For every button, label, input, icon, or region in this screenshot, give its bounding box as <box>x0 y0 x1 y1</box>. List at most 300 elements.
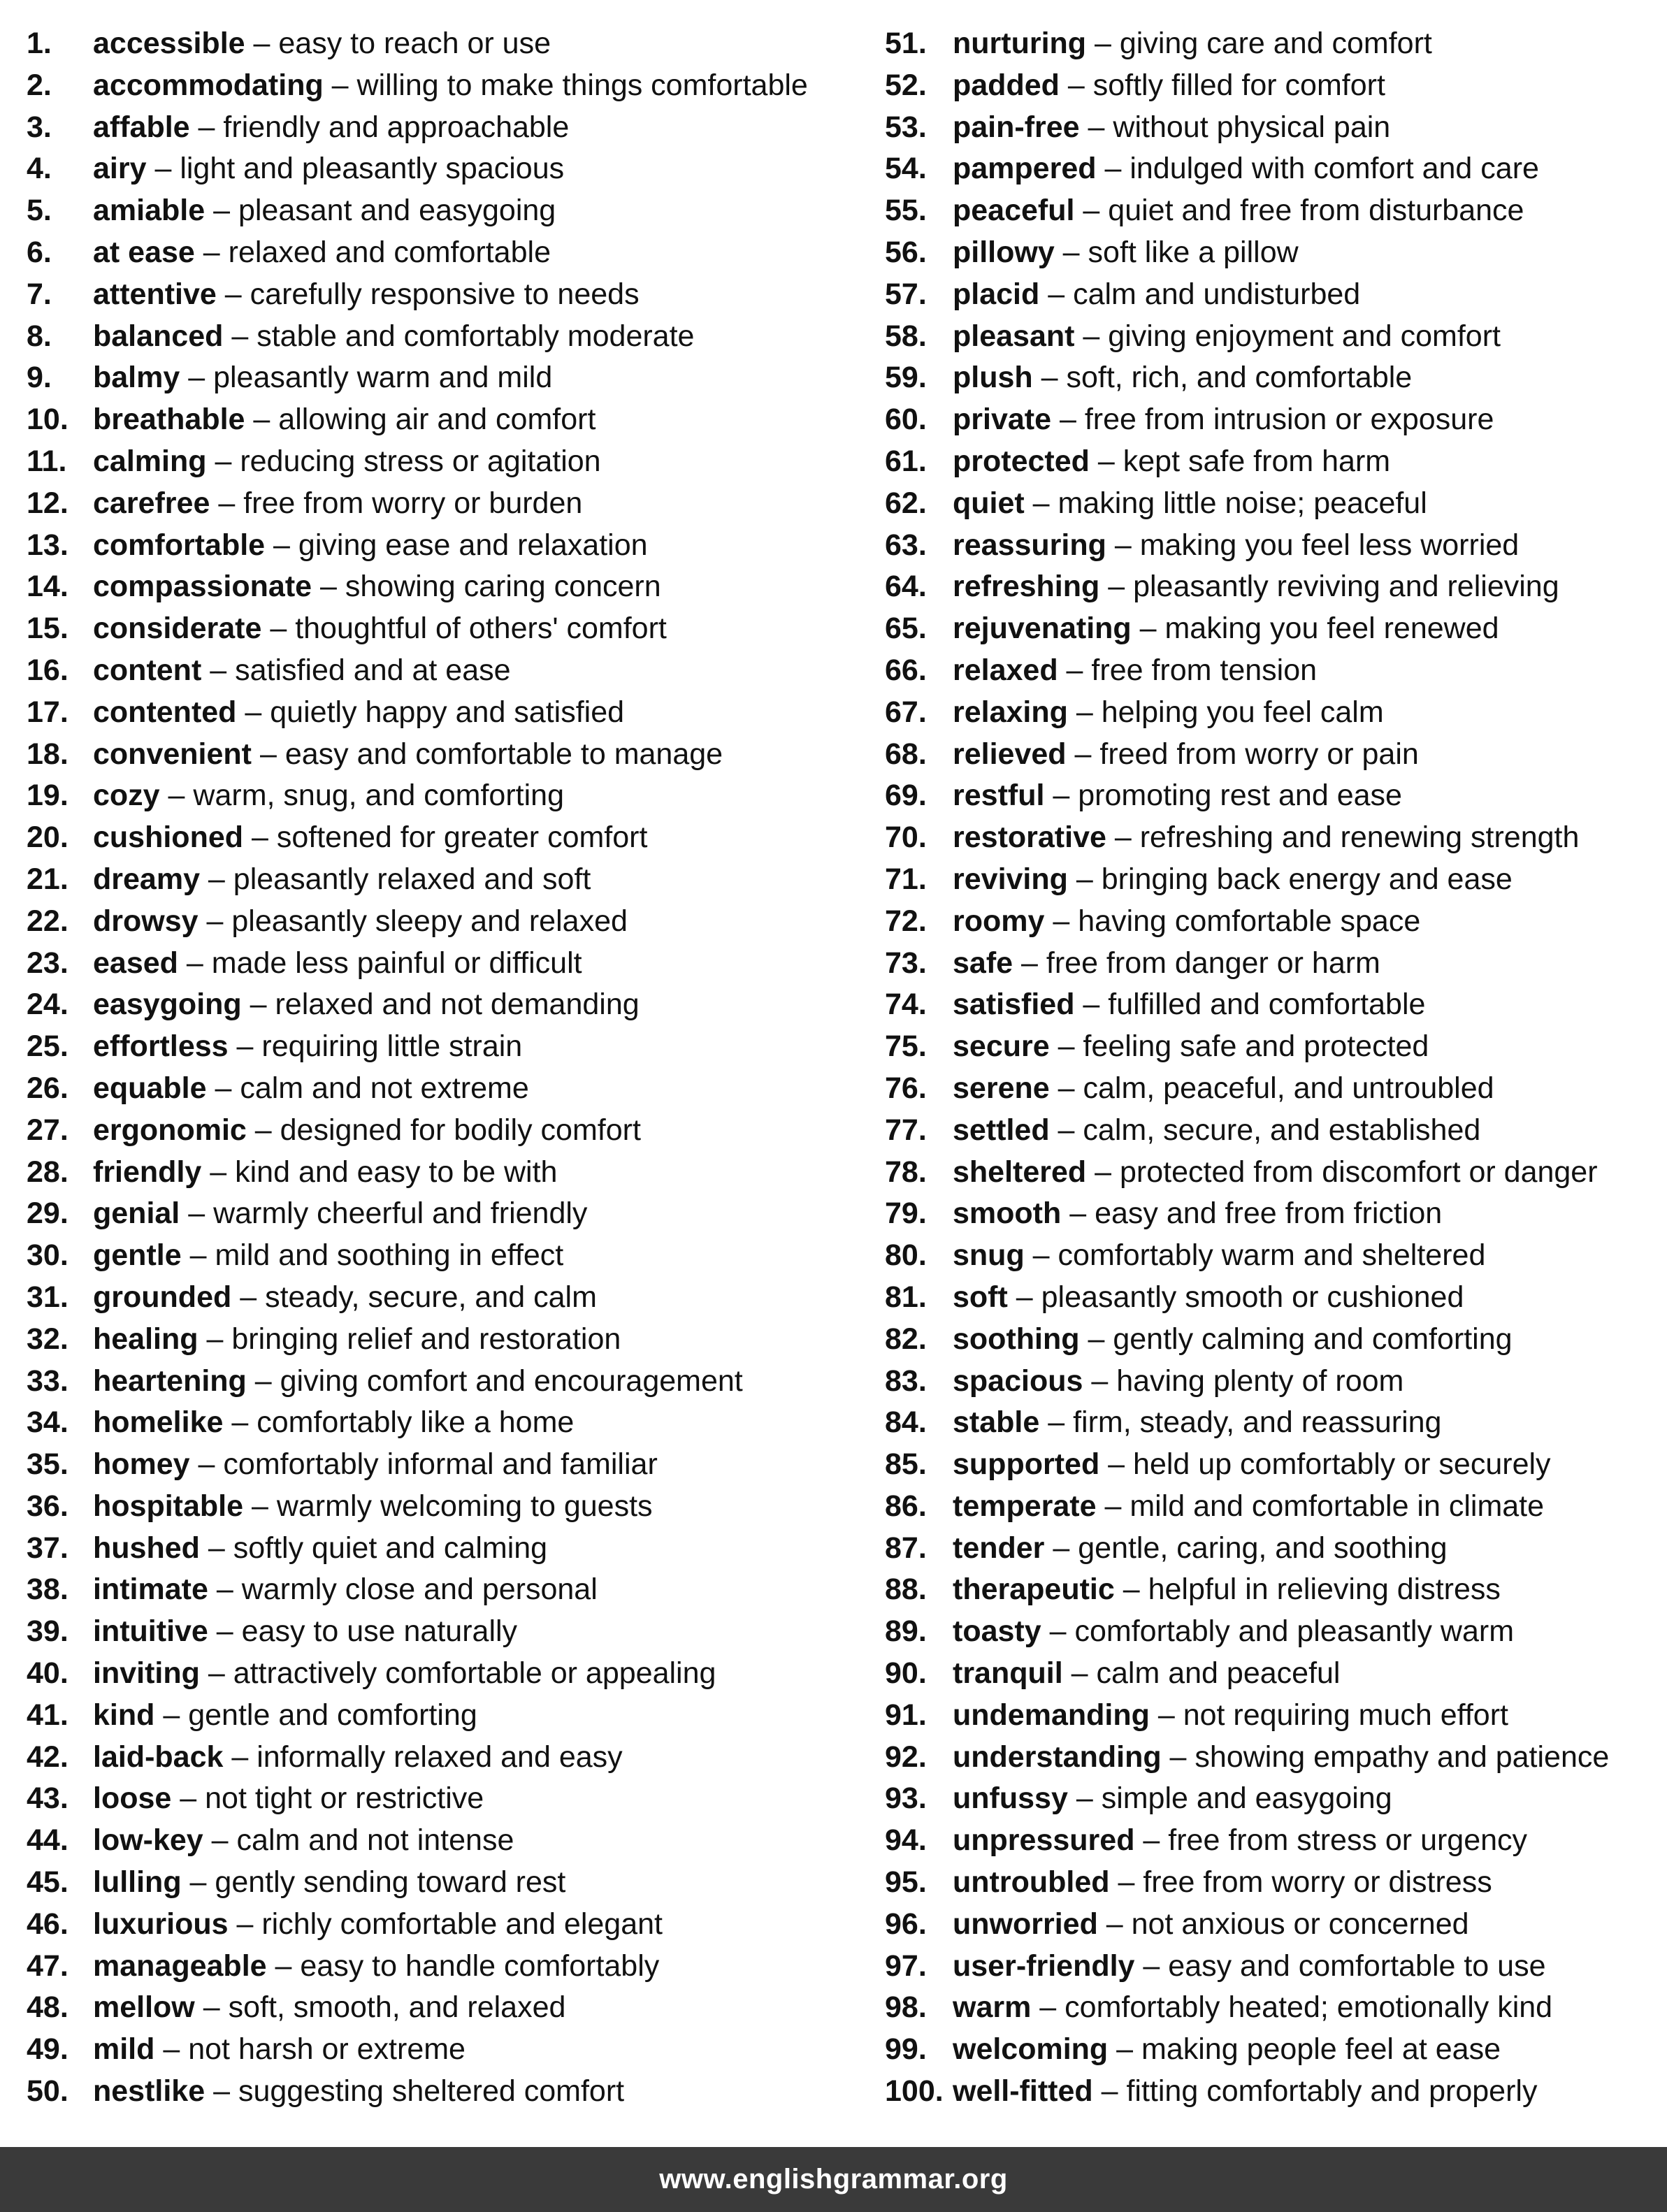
list-item <box>27 232 844 274</box>
item-definition: relaxed and comfortable <box>228 235 551 269</box>
item-separator: – <box>261 612 296 646</box>
list-item <box>27 1068 844 1110</box>
item-text <box>953 399 1494 441</box>
item-separator: – <box>1066 737 1100 771</box>
item-separator: – <box>1109 1865 1143 1900</box>
item-text <box>93 734 723 776</box>
item-number: 72. <box>885 904 927 938</box>
item-text <box>93 1193 587 1235</box>
item-term: lulling <box>93 1865 182 1900</box>
list-item <box>27 1486 844 1528</box>
item-number: 85. <box>885 1447 927 1482</box>
item-term: unfussy <box>953 1781 1068 1816</box>
item-term: mellow <box>93 1990 195 2025</box>
item-separator: – <box>205 2074 238 2109</box>
item-text <box>93 232 551 274</box>
list-item <box>885 1319 1654 1361</box>
item-text <box>953 1778 1392 1820</box>
item-separator: – <box>1079 110 1113 144</box>
item-number: 65. <box>885 612 927 646</box>
item-separator: – <box>1061 1197 1095 1231</box>
item-text <box>953 316 1501 358</box>
item-number: 2. <box>27 68 52 102</box>
item-number: 21. <box>27 862 68 896</box>
item-text <box>953 1904 1469 1946</box>
item-text <box>93 817 647 859</box>
item-term: easygoing <box>93 988 242 1022</box>
word-list-left-column <box>27 23 844 2113</box>
item-text <box>953 943 1380 985</box>
footer-website-link[interactable]: www.englishgrammar.org <box>659 2164 1008 2195</box>
item-text <box>93 566 661 608</box>
item-term: breathable <box>93 403 245 437</box>
item-separator: – <box>199 862 233 896</box>
item-separator: – <box>1096 152 1130 186</box>
item-text <box>93 984 640 1026</box>
item-number: 14. <box>27 570 68 604</box>
item-separator: – <box>198 904 232 938</box>
list-item <box>27 1193 844 1235</box>
item-definition: pleasantly warm and mild <box>213 361 553 395</box>
item-definition: free from tension <box>1091 653 1318 687</box>
item-text <box>953 859 1513 901</box>
item-text <box>953 1486 1544 1528</box>
list-item <box>27 1026 844 1068</box>
item-separator: – <box>180 1197 214 1231</box>
item-text <box>953 2071 1537 2113</box>
list-item <box>27 984 844 1026</box>
item-term: eased <box>93 946 178 980</box>
item-number: 17. <box>27 695 68 729</box>
item-separator: – <box>1062 1656 1097 1691</box>
list-item <box>27 1778 844 1820</box>
item-definition: calm and not intense <box>236 1823 514 1858</box>
item-separator: – <box>1049 1071 1083 1105</box>
list-item <box>885 23 1654 65</box>
item-number: 13. <box>27 528 68 562</box>
item-separator: – <box>201 653 236 687</box>
list-item <box>27 734 844 776</box>
item-number: 48. <box>27 1990 68 2025</box>
item-term: low-key <box>93 1823 203 1858</box>
item-text <box>93 441 601 483</box>
item-separator: – <box>1074 194 1109 228</box>
item-text <box>93 1820 514 1862</box>
item-definition: calm, peaceful, and untroubled <box>1083 1071 1494 1105</box>
list-item <box>885 441 1654 483</box>
item-definition: helpful in relieving distress <box>1148 1573 1501 1607</box>
list-item <box>27 1611 844 1653</box>
item-term: toasty <box>953 1614 1041 1649</box>
item-number: 71. <box>885 862 927 896</box>
item-separator: – <box>236 695 270 729</box>
item-separator: – <box>1054 235 1088 269</box>
item-number: 100. <box>885 2074 944 2109</box>
list-item <box>885 274 1654 316</box>
item-definition: not tight or restrictive <box>205 1781 484 1816</box>
item-separator: – <box>1079 1322 1113 1356</box>
item-term: carefree <box>93 486 210 520</box>
item-term: rejuvenating <box>953 612 1132 646</box>
item-definition: bringing back energy and ease <box>1101 862 1513 896</box>
item-term: friendly <box>93 1155 202 1189</box>
item-term: user-friendly <box>953 1949 1135 1983</box>
item-separator: – <box>1041 1614 1075 1649</box>
list-item <box>885 1110 1654 1152</box>
item-text <box>93 943 582 985</box>
item-definition: gently calming and comforting <box>1113 1322 1513 1356</box>
item-text <box>93 1528 547 1570</box>
list-item <box>27 1904 844 1946</box>
item-term: stable <box>953 1405 1040 1440</box>
item-definition: pleasant and easygoing <box>238 194 556 228</box>
item-text <box>93 1068 529 1110</box>
item-term: therapeutic <box>953 1573 1115 1607</box>
item-term: pleasant <box>953 319 1075 353</box>
list-item <box>27 1402 844 1444</box>
item-text <box>953 734 1419 776</box>
item-term: comfortable <box>93 528 266 562</box>
item-definition: helping you feel calm <box>1101 695 1384 729</box>
item-definition: kind and easy to be with <box>235 1155 558 1189</box>
item-separator: – <box>1092 2074 1127 2109</box>
item-term: peaceful <box>953 194 1075 228</box>
item-definition: stable and comfortably moderate <box>257 319 695 353</box>
item-separator: – <box>189 1447 224 1482</box>
item-term: accommodating <box>93 68 324 102</box>
item-number: 73. <box>885 946 927 980</box>
item-separator: – <box>246 1113 280 1147</box>
item-definition: made less painful or difficult <box>211 946 582 980</box>
list-item <box>885 1569 1654 1611</box>
item-term: quiet <box>953 486 1025 520</box>
item-term: considerate <box>93 612 262 646</box>
item-text <box>93 65 808 107</box>
item-separator: – <box>180 361 214 395</box>
item-number: 46. <box>27 1907 68 1941</box>
item-separator: – <box>189 110 224 144</box>
item-number: 93. <box>885 1781 927 1816</box>
item-separator: – <box>1044 904 1078 938</box>
list-item <box>885 65 1654 107</box>
item-definition: willing to make things comfortable <box>356 68 808 102</box>
item-separator: – <box>1108 2032 1142 2067</box>
item-term: placid <box>953 277 1040 311</box>
item-separator: – <box>1039 1405 1074 1440</box>
item-number: 33. <box>27 1364 68 1398</box>
item-text <box>953 441 1390 483</box>
item-term: safe <box>953 946 1013 980</box>
list-item <box>885 1026 1654 1068</box>
item-text <box>953 483 1427 525</box>
item-separator: – <box>1031 1990 1065 2025</box>
item-separator: – <box>1039 277 1074 311</box>
item-text <box>953 692 1384 734</box>
item-term: hospitable <box>93 1489 244 1523</box>
item-term: soothing <box>953 1322 1080 1356</box>
item-number: 42. <box>27 1740 68 1774</box>
item-term: smooth <box>953 1197 1062 1231</box>
list-item <box>885 1611 1654 1653</box>
item-term: nurturing <box>953 27 1087 60</box>
item-number: 91. <box>885 1698 927 1732</box>
item-term: pampered <box>953 152 1097 186</box>
item-number: 47. <box>27 1949 68 1983</box>
item-term: content <box>93 653 202 687</box>
list-item <box>885 2071 1654 2113</box>
item-separator: – <box>1134 1823 1169 1858</box>
item-term: balanced <box>93 319 224 353</box>
item-term: pillowy <box>953 235 1055 269</box>
item-number: 9. <box>27 361 52 395</box>
item-definition: simple and easygoing <box>1101 1781 1392 1816</box>
item-number: 99. <box>885 2032 927 2067</box>
item-definition: comfortably and pleasantly warm <box>1074 1614 1515 1649</box>
item-text <box>93 1569 598 1611</box>
item-number: 44. <box>27 1823 68 1858</box>
item-number: 32. <box>27 1322 68 1356</box>
item-text <box>953 1402 1441 1444</box>
item-number: 12. <box>27 486 68 520</box>
item-definition: indulged with comfort and care <box>1130 152 1539 186</box>
item-definition: free from stress or urgency <box>1168 1823 1528 1858</box>
item-number: 74. <box>885 988 927 1022</box>
item-number: 61. <box>885 444 927 478</box>
item-number: 15. <box>27 612 68 646</box>
item-separator: – <box>1086 1155 1120 1189</box>
item-definition: steady, secure, and calm <box>265 1280 597 1314</box>
item-separator: – <box>194 1990 229 2025</box>
item-separator: – <box>206 1071 240 1105</box>
item-number: 77. <box>885 1113 927 1147</box>
item-separator: – <box>1049 1029 1083 1064</box>
item-number: 56. <box>885 235 927 269</box>
list-item <box>27 525 844 567</box>
item-term: pain-free <box>953 110 1080 144</box>
item-number: 75. <box>885 1029 927 1064</box>
list-item <box>885 943 1654 985</box>
item-definition: making you feel renewed <box>1164 612 1499 646</box>
item-text <box>93 1778 484 1820</box>
item-number: 82. <box>885 1322 927 1356</box>
list-item <box>27 1695 844 1737</box>
list-item <box>885 984 1654 1026</box>
item-number: 84. <box>885 1405 927 1440</box>
item-text <box>93 274 640 316</box>
item-term: loose <box>93 1781 172 1816</box>
list-item <box>27 692 844 734</box>
list-item <box>27 357 844 399</box>
item-separator: – <box>1067 862 1102 896</box>
item-text <box>953 650 1317 692</box>
item-definition: promoting rest and ease <box>1078 779 1402 813</box>
item-term: unworried <box>953 1907 1098 1941</box>
item-number: 54. <box>885 152 927 186</box>
list-item <box>27 901 844 943</box>
item-text <box>93 357 552 399</box>
item-text <box>953 65 1385 107</box>
list-item <box>885 566 1654 608</box>
item-separator: – <box>1074 988 1109 1022</box>
item-text <box>953 1152 1598 1194</box>
item-number: 20. <box>27 821 68 855</box>
item-definition: reducing stress or agitation <box>240 444 601 478</box>
item-number: 25. <box>27 1029 68 1064</box>
list-item <box>885 817 1654 859</box>
item-term: protected <box>953 444 1090 478</box>
list-item <box>27 1277 844 1319</box>
list-item <box>885 316 1654 358</box>
item-term: relaxed <box>953 653 1058 687</box>
item-definition: kept safe from harm <box>1123 444 1391 478</box>
item-number: 49. <box>27 2032 68 2067</box>
item-separator: – <box>1067 1781 1102 1816</box>
list-item <box>27 23 844 65</box>
list-item <box>885 859 1654 901</box>
item-number: 57. <box>885 277 927 311</box>
item-text <box>93 1026 522 1068</box>
item-definition: attractively comfortable or appealing <box>233 1656 716 1691</box>
item-text <box>953 1068 1494 1110</box>
item-definition: free from intrusion or exposure <box>1084 403 1494 437</box>
item-term: relaxing <box>953 695 1068 729</box>
item-definition: giving comfort and encouragement <box>280 1364 743 1398</box>
item-term: padded <box>953 68 1060 102</box>
item-separator: – <box>199 1531 233 1565</box>
item-definition: fulfilled and comfortable <box>1108 988 1426 1022</box>
item-text <box>953 1319 1513 1361</box>
list-item <box>885 483 1654 525</box>
list-item <box>885 1402 1654 1444</box>
item-separator: – <box>312 570 345 604</box>
item-text <box>93 1319 621 1361</box>
list-item <box>885 1653 1654 1695</box>
item-text <box>953 1569 1501 1611</box>
item-separator: – <box>216 277 250 311</box>
item-definition: friendly and approachable <box>223 110 570 144</box>
item-text <box>953 148 1539 190</box>
item-definition: refreshing and renewing strength <box>1139 821 1580 855</box>
item-separator: – <box>1097 1907 1132 1941</box>
item-number: 27. <box>27 1113 68 1147</box>
item-term: roomy <box>953 904 1045 938</box>
item-separator: – <box>252 737 285 771</box>
item-definition: light and pleasantly spacious <box>180 152 565 186</box>
item-text <box>953 1193 1442 1235</box>
item-definition: calm, secure, and established <box>1083 1113 1481 1147</box>
item-definition: held up comfortably or securely <box>1133 1447 1551 1482</box>
item-separator: – <box>1044 779 1078 813</box>
item-separator: – <box>243 1489 277 1523</box>
item-term: understanding <box>953 1740 1162 1774</box>
item-definition: warmly close and personal <box>241 1573 598 1607</box>
item-number: 11. <box>27 444 67 478</box>
item-number: 79. <box>885 1197 927 1231</box>
item-number: 40. <box>27 1656 68 1691</box>
item-separator: – <box>1096 1489 1130 1523</box>
item-number: 41. <box>27 1698 68 1732</box>
item-separator: – <box>154 1698 189 1732</box>
item-separator: – <box>1086 27 1120 60</box>
item-separator: – <box>1106 528 1140 562</box>
item-number: 37. <box>27 1531 68 1565</box>
list-item <box>27 817 844 859</box>
item-number: 83. <box>885 1364 927 1398</box>
item-separator: – <box>181 1865 215 1900</box>
item-number: 66. <box>885 653 927 687</box>
item-number: 68. <box>885 737 927 771</box>
list-item <box>27 1987 844 2029</box>
list-item <box>27 1361 844 1403</box>
item-term: intimate <box>93 1573 208 1607</box>
list-item <box>27 859 844 901</box>
item-term: luxurious <box>93 1907 229 1941</box>
item-text <box>953 232 1299 274</box>
item-term: balmy <box>93 361 180 395</box>
list-item <box>27 608 844 650</box>
item-number: 88. <box>885 1573 927 1607</box>
list-item <box>27 1653 844 1695</box>
list-item <box>885 2029 1654 2071</box>
item-definition: easy to use naturally <box>241 1614 518 1649</box>
list-item <box>885 399 1654 441</box>
item-term: homelike <box>93 1405 224 1440</box>
item-text <box>953 107 1390 149</box>
item-separator: – <box>245 27 279 60</box>
item-text <box>953 1611 1514 1653</box>
list-item <box>885 1152 1654 1194</box>
item-separator: – <box>1007 1280 1041 1314</box>
item-definition: without physical pain <box>1113 110 1391 144</box>
list-item <box>885 1737 1654 1779</box>
item-number: 23. <box>27 946 68 980</box>
item-term: affable <box>93 110 190 144</box>
item-term: accessible <box>93 27 245 60</box>
item-term: private <box>953 403 1052 437</box>
item-separator: – <box>241 988 275 1022</box>
item-definition: giving enjoyment and comfort <box>1108 319 1501 353</box>
item-number: 22. <box>27 904 68 938</box>
item-definition: warmly cheerful and friendly <box>213 1197 588 1231</box>
list-item <box>885 1361 1654 1403</box>
list-item <box>885 1820 1654 1862</box>
item-term: tranquil <box>953 1656 1063 1691</box>
list-item <box>27 650 844 692</box>
list-item <box>885 1444 1654 1486</box>
item-definition: calm and undisturbed <box>1073 277 1361 311</box>
item-separator: – <box>243 821 277 855</box>
item-text <box>953 1946 1546 1988</box>
item-term: soft <box>953 1280 1008 1314</box>
item-term: welcoming <box>953 2032 1109 2067</box>
item-text <box>93 190 556 232</box>
item-number: 92. <box>885 1740 927 1774</box>
item-separator: – <box>1059 68 1093 102</box>
item-term: settled <box>953 1113 1050 1147</box>
item-definition: informally relaxed and easy <box>257 1740 623 1774</box>
item-number: 59. <box>885 361 927 395</box>
item-text <box>93 525 648 567</box>
item-separator: – <box>146 152 180 186</box>
item-separator: – <box>210 486 244 520</box>
item-term: kind <box>93 1698 155 1732</box>
item-number: 55. <box>885 194 927 228</box>
list-item <box>885 232 1654 274</box>
item-number: 94. <box>885 1823 927 1858</box>
item-definition: freed from worry or pain <box>1099 737 1419 771</box>
item-separator: – <box>1161 1740 1195 1774</box>
item-term: warm <box>953 1990 1032 2025</box>
